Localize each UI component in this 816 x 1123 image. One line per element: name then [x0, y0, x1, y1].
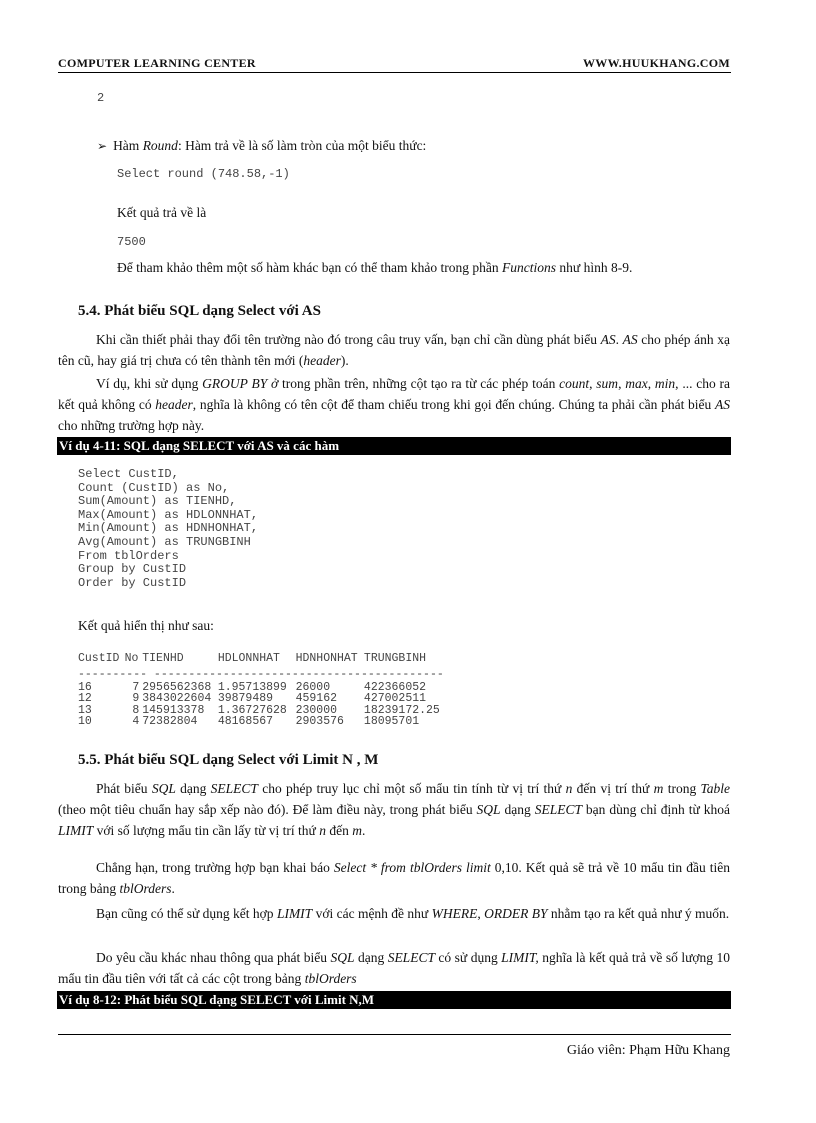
example-8-12-title-bar: Ví dụ 8-12: Phát biểu SQL dạng SELECT với Limit N,M [57, 991, 731, 1009]
table-cell: 2956562368 [142, 680, 212, 694]
example-4-11-title-bar: Ví dụ 4-11: SQL dạng SELECT với AS và các hàm [57, 437, 731, 455]
table-cell: 2903576 [295, 715, 344, 728]
table-cell: 39879489 [217, 692, 274, 705]
table-row [78, 693, 447, 705]
section-5-5-paragraph-3: Bạn cũng có thể sử dụng kết hợp LIMIT với các mệnh đề như WHERE, ORDER BY nhằm tạo ra kết quả như ý muốn. [96, 906, 730, 921]
section-5-5-paragraph-4: Do yêu cầu khác nhau thông qua phát biểu SQL dạng SELECT có sử dụng LIMIT, nghĩa là kết quả trả về số lượng 10 mẩu tin đầu tiên với tất cả các cột trong bảng tblOrders [58, 950, 731, 986]
footer-rule [58, 1034, 731, 1035]
section-5-5-title: 5.5. Phát biểu SQL dạng Select với Limit N , M [78, 752, 379, 768]
column-header: No [124, 652, 139, 665]
table-cell: 9 [132, 692, 140, 705]
table-cell: 26000 [295, 680, 331, 694]
section-5-4-title: 5.4. Phát biểu SQL dạng Select với AS [78, 303, 321, 319]
table-cell: 18239172.25 [363, 703, 440, 717]
table-cell: 145913378 [142, 703, 205, 717]
header-rule [58, 72, 731, 73]
result-header-row [78, 653, 447, 665]
table-cell: 4 [132, 715, 140, 728]
table-cell: 459162 [295, 692, 338, 705]
result-table [78, 653, 447, 728]
column-header: HDNHONHAT [295, 652, 358, 665]
table-cell: 230000 [295, 703, 338, 717]
top-value: 2 [97, 91, 105, 105]
table-cell: 1.36727628 [217, 703, 287, 717]
round-result: 7500 [117, 235, 146, 249]
header-left: COMPUTER LEARNING CENTER [58, 56, 256, 70]
header-right: WWW.HUUKHANG.COM [582, 56, 730, 70]
table-cell: 8 [132, 703, 140, 717]
table-cell: 16 [78, 680, 92, 694]
table-row [78, 716, 447, 728]
table-cell: 1.95713899 [217, 680, 287, 694]
footer-teacher: Giáo viên: Phạm Hữu Khang [566, 1043, 730, 1058]
column-header: TIENHD [142, 652, 184, 665]
table-cell: 427002511 [363, 692, 427, 705]
section-5-5-paragraph-1: Phát biểu SQL dạng SELECT cho phép truy lục chỉ một số mẩu tin tính từ vị trí thứ n đến vị trí thứ m trong Table (theo một tiêu chuẩn hay sắp xếp nào đó). Để làm điều này, trong phát biểu SQL dạng SELECT bạn dùng chỉ định từ khoá LIMIT với số lượng mẩu tin cần lấy từ vị trí thứ n đến m. [58, 781, 730, 838]
table-cell: 72382804 [142, 715, 198, 728]
table-cell: 422366052 [363, 680, 427, 694]
round-bullet-line: ➢ Hàm Round: Hàm trả về là số làm tròn của một biểu thức: [97, 138, 427, 153]
table-cell: 3843022604 [142, 692, 212, 705]
table-cell: 12 [78, 692, 92, 705]
section-5-4-paragraph-2: Ví dụ, khi sử dụng GROUP BY ở trong phần trên, những cột tạo ra từ các phép toán count, sum, max, min, ... cho ra kết quả không có header, nghĩa là không có tên cột để tham chiếu trong khi gọi đến chúng. Chúng ta phải cần phát biểu AS cho những trường hợp này. [58, 376, 731, 433]
example-4-11-code: Select CustID, Count (CustID) as No, Sum(Amount) as TIENHD, Max(Amount) as HDLONNHAT, Min(Amount) as HDNHONHAT, Avg(Amount) as TRUNGBINH From tblOrders Group by CustID Order by CustID [78, 467, 259, 590]
round-note: Để tham khảo thêm một số hàm khác bạn có thể tham khảo trong phần Functions như hình 8-9. [117, 260, 633, 275]
round-result-label: Kết quả trả về là [117, 205, 207, 220]
table-cell: 7 [132, 680, 140, 694]
example-4-11-result-label: Kết quả hiển thị như sau: [78, 618, 214, 633]
result-separator: ---------- ------------------------------------------ [78, 667, 444, 681]
table-cell: 48168567 [217, 715, 274, 728]
table-cell: 18095701 [363, 715, 420, 728]
column-header: TRUNGBINH [363, 652, 427, 665]
column-header: HDLONNHAT [217, 652, 280, 665]
table-cell: 13 [78, 703, 92, 717]
section-5-5-paragraph-2: Chẳng hạn, trong trường hợp bạn khai báo Select * from tblOrders limit 0,10. Kết quả sẽ trả về 10 mẩu tin đầu tiên trong bảng tblOrders. [58, 860, 730, 896]
arrow-bullet-icon: ➢ [97, 139, 108, 153]
table-cell: 10 [78, 715, 92, 728]
round-code: Select round (748.58,-1) [117, 167, 290, 181]
section-5-4-paragraph-1: Khi cần thiết phải thay đổi tên trường nào đó trong câu truy vấn, bạn chỉ cần dùng phát biểu AS. AS cho phép ánh xạ tên cũ, hay giá trị chưa có tên thành tên mới (header). [58, 332, 731, 368]
column-header: CustID [78, 652, 120, 665]
